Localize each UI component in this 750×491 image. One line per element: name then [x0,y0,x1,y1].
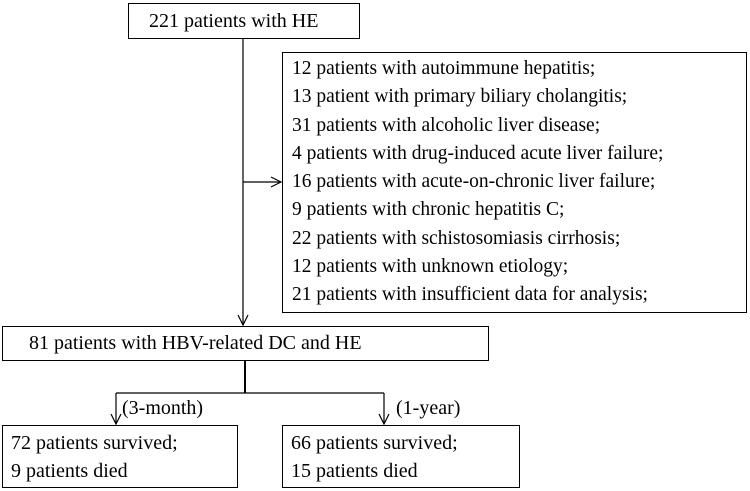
three-month-outcome-box [2,425,238,488]
exclusion-item: 16 patients with acute-on-chronic liver failure; [292,171,656,193]
one-year-outcome-box [282,425,520,488]
exclusion-item: 31 patients with alcoholic liver disease; [292,114,601,136]
exclusion-criteria-box [282,52,747,313]
one-year-label: (1-year) [396,397,461,419]
exclusion-item: 12 patients with autoimmune hepatitis; [292,58,596,79]
exclusion-list [292,55,663,310]
one-year-survived: 66 patients survived; [291,432,458,454]
three-month-died: 9 patients died [11,460,128,482]
included-patients-label: 81 patients with HBV-related DC and HE [29,332,362,354]
exclusion-item: 22 patients with schistosomiasis cirrhosis; [292,227,621,249]
exclusion-item: 9 patients with chronic hepatitis C; [292,199,565,221]
three-month-outcome-text [11,429,178,485]
included-patients-box [2,326,489,361]
enrolled-patients-label: 221 patients with HE [149,10,319,32]
exclusion-item: 4 patients with drug-induced acute liver failure; [292,142,664,164]
one-year-outcome-text [291,429,458,485]
exclusion-item: 13 patient with primary biliary cholangitis; [292,86,628,108]
three-month-label: (3-month) [122,397,204,419]
exclusion-item: 12 patients with unknown etiology; [292,256,569,278]
one-year-died: 15 patients died [291,460,418,482]
enrolled-patients-box [128,3,360,39]
exclusion-item: 21 patients with insufficient data for analysis; [292,284,648,306]
three-month-survived: 72 patients survived; [11,432,178,454]
